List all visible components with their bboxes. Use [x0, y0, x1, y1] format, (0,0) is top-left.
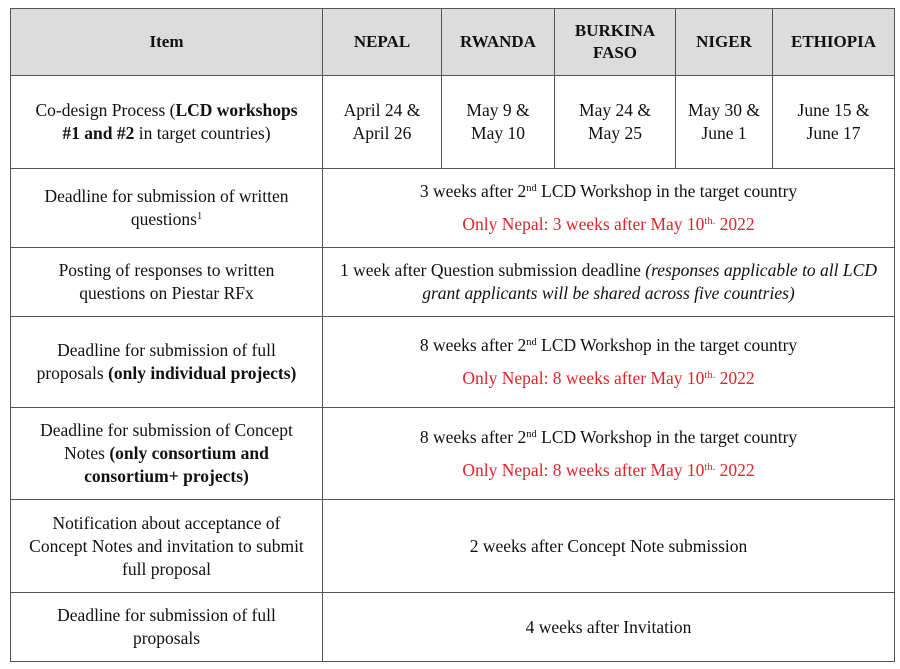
row-label-full-proposals: Deadline for submission of full proposals	[11, 593, 323, 662]
nepal-deadline-note: Only Nepal: 8 weeks after May $10^{th.}$ 2022	[462, 459, 755, 480]
row-responses	[11, 248, 895, 317]
header-rwanda: RWANDA	[442, 9, 555, 76]
row-label-codesign: Co-design Process (LCD workshops #1 and #2 in target countries)	[11, 76, 323, 169]
general-deadline: 8 weeks after 2nd LCD Workshop in the target country	[419, 335, 798, 355]
header-burkina-faso: BURKINA FASO	[555, 9, 676, 76]
general-deadline: 8 weeks after 2nd LCD Workshop in the target country	[419, 426, 798, 447]
row-label-responses: Posting of responses to written questions on Piestar RFx	[11, 248, 323, 317]
date-nepal: April 24 & April 26	[323, 76, 442, 169]
row-codesign	[11, 76, 895, 169]
row-label-notification: Notification about acceptance of Concept Notes and invitation to submit full proposal	[11, 500, 323, 593]
header-row	[11, 9, 895, 76]
date-burkina-faso: May 24 & May 25	[555, 76, 676, 169]
nepal-deadline-note: Only Nepal: 8 weeks after May $10^{th.}$ 2022	[462, 368, 755, 388]
header-item: Item	[11, 9, 323, 76]
date-rwanda: May 9 & May 10	[442, 76, 555, 169]
value-responses: 1 week after Question submission deadline (responses applicable to all LCD grant applicants will be shared across five countries)	[323, 248, 895, 317]
timeline-table	[10, 8, 895, 662]
row-notification	[11, 500, 895, 593]
value-written-questions	[323, 169, 895, 248]
row-full-proposals-individual	[11, 317, 895, 408]
header-ethiopia: ETHIOPIA	[773, 9, 895, 76]
header-nepal: NEPAL	[323, 9, 442, 76]
value-concept-notes	[323, 408, 895, 500]
value-notification: 2 weeks after Concept Note submission	[323, 500, 895, 593]
value-full-proposals: 4 weeks after Invitation	[323, 593, 895, 662]
row-label-written-questions: Deadline for submission of written questions$^1$	[11, 169, 323, 248]
row-label-concept-notes: Deadline for submission of Concept Notes (only consortium and consortium+ projects)	[11, 408, 323, 500]
value-full-proposals-individual	[323, 317, 895, 408]
row-written-questions	[11, 169, 895, 248]
nepal-deadline-note: Only Nepal: 3 weeks after May $10^{th.}$ 2022	[462, 214, 755, 234]
header-niger: NIGER	[676, 9, 773, 76]
row-concept-notes	[11, 408, 895, 500]
date-ethiopia: June 15 & June 17	[773, 76, 895, 169]
row-label-full-proposals-individual: Deadline for submission of full proposals (only individual projects)	[11, 317, 323, 408]
timeline-table-container	[10, 8, 894, 662]
row-full-proposals	[11, 593, 895, 662]
general-deadline: 3 weeks after 2nd LCD Workshop in the target country	[419, 181, 798, 201]
date-niger: May 30 & June 1	[676, 76, 773, 169]
